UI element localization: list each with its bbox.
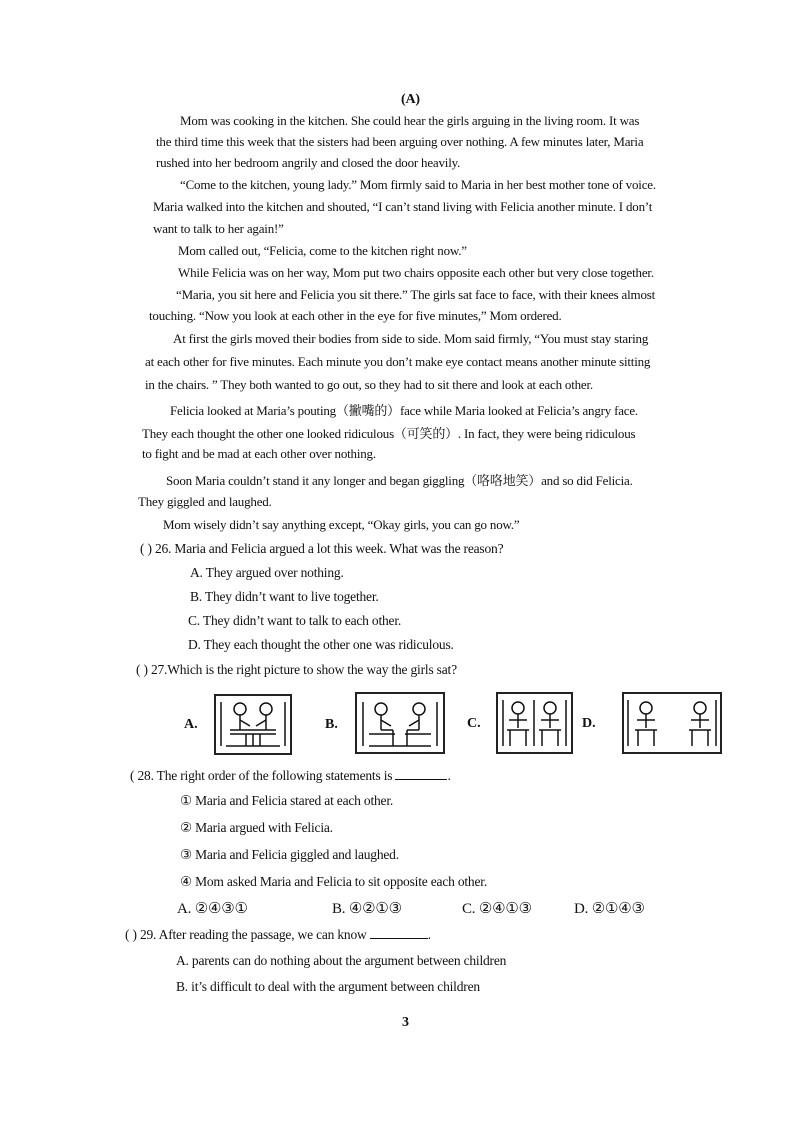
q26-option-a[interactable]: A. They argued over nothing. [190, 565, 344, 580]
q27-label-d[interactable]: D. [582, 716, 596, 731]
q27-picture-b[interactable] [355, 692, 445, 754]
q28-statement-4: ④ Mom asked Maria and Felicia to sit opposite each other. [180, 874, 488, 889]
passage-line: in the chairs. ” They both wanted to go out, so they had to sit there and look at each other. [145, 377, 593, 392]
q29-stem-text: ( ) 29. After reading the passage, we can know [125, 927, 367, 942]
passage-heading: (A) [401, 92, 420, 107]
q26-option-d[interactable]: D. They each thought the other one was ridiculous. [188, 637, 454, 652]
girls-side-by-side-image [498, 694, 571, 752]
q28-stem-end: . [447, 768, 451, 783]
passage-line: They giggled and laughed. [138, 494, 272, 509]
q28-answer-blank[interactable] [395, 767, 447, 780]
q27-stem: ( ) 27.Which is the right picture to show the way the girls sat? [136, 662, 457, 677]
girls-facing-chairs-image [357, 694, 443, 752]
q27-label-c[interactable]: C. [467, 716, 481, 731]
q27-picture-d[interactable] [622, 692, 722, 754]
girls-apart-image [624, 694, 720, 752]
q26-stem: ( ) 26. Maria and Felicia argued a lot this week. What was the reason? [140, 541, 504, 556]
q28-statement-2: ② Maria argued with Felicia. [180, 820, 333, 835]
q27-label-b[interactable]: B. [325, 717, 338, 732]
passage-line: Mom called out, “Felicia, come to the kitchen right now.” [178, 243, 467, 258]
q28-option-d[interactable]: D. ②①④③ [574, 901, 645, 917]
q28-option-c[interactable]: C. ②④①③ [462, 901, 532, 917]
q28-option-b[interactable]: B. ④②①③ [332, 901, 402, 917]
passage-line: to fight and be mad at each other over nothing. [142, 446, 376, 461]
girls-facing-table-image [216, 696, 290, 753]
page-number: 3 [402, 1015, 409, 1030]
q29-answer-blank[interactable] [370, 926, 428, 939]
passage-line: “Come to the kitchen, young lady.” Mom firmly said to Maria in her best mother tone of voice. [180, 177, 656, 192]
passage-line: At first the girls moved their bodies from side to side. Mom said firmly, “You must stay staring [173, 331, 649, 346]
passage-line: rushed into her bedroom angrily and closed the door heavily. [156, 155, 461, 170]
passage-line: Mom was cooking in the kitchen. She could hear the girls arguing in the living room. It was [180, 113, 640, 128]
q29-option-b[interactable]: B. it’s difficult to deal with the argument between children [176, 979, 480, 994]
passage-line: want to talk to her again!” [153, 221, 284, 236]
passage-line: touching. “Now you look at each other in the eye for five minutes,” Mom ordered. [149, 308, 562, 323]
passage-line: While Felicia was on her way, Mom put two chairs opposite each other but very close together. [178, 265, 654, 280]
passage-line: Felicia looked at Maria’s pouting（撇嘴的）face while Maria looked at Felicia’s angry face. [170, 403, 638, 418]
q28-option-a[interactable]: A. ②④③① [177, 901, 248, 917]
passage-line: Mom wisely didn’t say anything except, “Okay girls, you can go now.” [163, 517, 520, 532]
q26-option-b[interactable]: B. They didn’t want to live together. [190, 589, 379, 604]
q29-stem [125, 926, 431, 943]
q26-option-c[interactable]: C. They didn’t want to talk to each other. [188, 613, 402, 628]
q29-stem-end: . [427, 927, 431, 942]
q28-statement-3: ③ Maria and Felicia giggled and laughed. [180, 847, 399, 862]
q28-stem [130, 767, 451, 784]
passage-line: They each thought the other one looked ridiculous（可笑的）. In fact, they were being ridiculous [142, 426, 636, 441]
q27-label-a[interactable]: A. [184, 717, 198, 732]
passage-line: at each other for five minutes. Each minute you don’t make eye contact means another minute sitting [145, 354, 651, 369]
q28-statement-1: ① Maria and Felicia stared at each other. [180, 793, 394, 808]
passage-line: “Maria, you sit here and Felicia you sit there.” The girls sat face to face, with their knees almost [176, 287, 656, 302]
passage-line: the third time this week that the sisters had been arguing over nothing. A few minutes later, Maria [156, 134, 644, 149]
q29-option-a[interactable]: A. parents can do nothing about the argument between children [176, 953, 507, 968]
passage-line: Soon Maria couldn’t stand it any longer and began giggling（咯咯地笑）and so did Felicia. [166, 473, 633, 488]
q28-stem-text: ( 28. The right order of the following statements is [130, 768, 393, 783]
q27-picture-c[interactable] [496, 692, 573, 754]
q27-picture-a[interactable] [214, 694, 292, 755]
passage-line: Maria walked into the kitchen and shouted, “I can’t stand living with Felicia another minute. I don’t [153, 199, 653, 214]
